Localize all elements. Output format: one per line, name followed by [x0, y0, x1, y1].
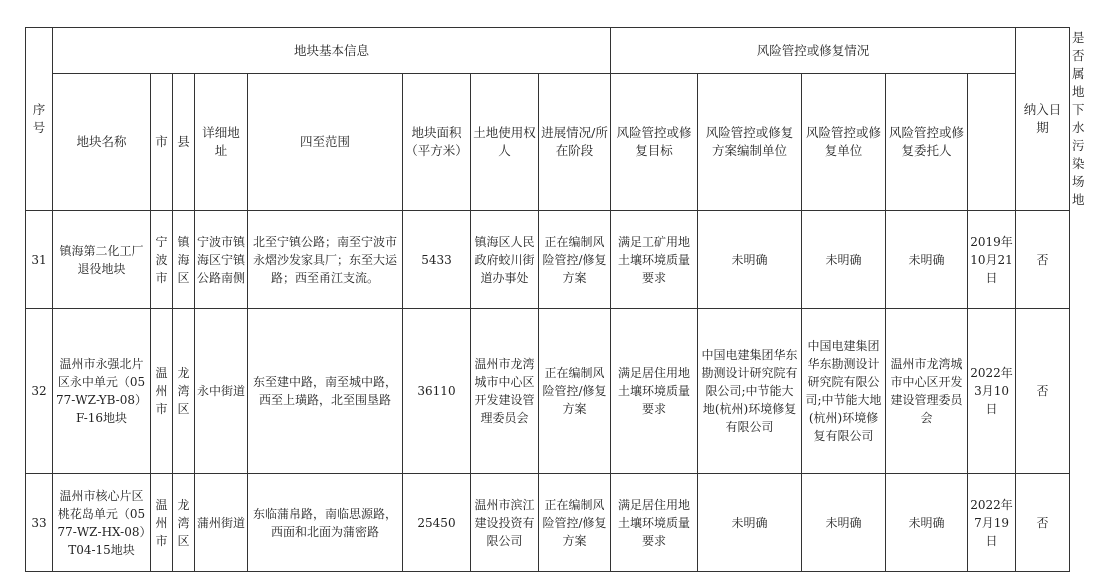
- cell-date: 2022年3月10日: [968, 309, 1016, 474]
- cell-progress: 正在编制风险管控/修复方案: [539, 211, 611, 309]
- cell-address: 宁波市镇海区宁镇公路南侧: [195, 211, 248, 309]
- cell-name: 温州市核心片区桃花岛单元（0577-WZ-HX-08）T04-15地块: [53, 474, 151, 572]
- cell-city: 温州市: [151, 309, 173, 474]
- cell-exec-unit: 未明确: [802, 474, 886, 572]
- cell-area: 5433: [403, 211, 471, 309]
- cell-exec-unit: 未明确: [802, 211, 886, 309]
- cell-plan-unit: 未明确: [698, 474, 802, 572]
- col-owner-header: 土地使用权人: [471, 74, 539, 211]
- cell-county: 龙湾区: [173, 474, 195, 572]
- cell-target: 满足工矿用地土壤环境质量要求: [611, 211, 698, 309]
- cell-client: 温州市龙湾城市中心区开发建设管理委员会: [886, 309, 968, 474]
- col-county-header: 县: [173, 74, 195, 211]
- col-target-header: 风险管控或修复目标: [611, 74, 698, 211]
- col-area-header: 地块面积（平方米）: [403, 74, 471, 211]
- table-row: [26, 474, 1070, 572]
- cell-progress: 正在编制风险管控/修复方案: [539, 474, 611, 572]
- cell-address: 蒲州街道: [195, 474, 248, 572]
- header-row-group: 序号 地块基本信息 风险管控或修复情况 纳入日期 是否属地下水污染场地: [26, 28, 1070, 74]
- cell-groundwater: 否: [1016, 211, 1070, 309]
- col-seq-header: 序号: [26, 28, 53, 211]
- cell-name: 温州市永强北片区永中单元（0577-WZ-YB-08）F-16地块: [53, 309, 151, 474]
- cell-groundwater: 否: [1016, 309, 1070, 474]
- cell-owner: 温州市滨江建设投资有限公司: [471, 474, 539, 572]
- remediation-table: [25, 27, 1085, 572]
- cell-groundwater: 否: [1016, 474, 1070, 572]
- col-client-header: 风险管控或修复委托人: [886, 74, 968, 211]
- table-row: [26, 211, 1070, 309]
- cell-area: 25450: [403, 474, 471, 572]
- cell-county: 龙湾区: [173, 309, 195, 474]
- cell-plan-unit: 中国电建集团华东勘测设计研究院有限公司;中节能大地(杭州)环境修复有限公司: [698, 309, 802, 474]
- col-progress-header: 进展情况/所在阶段: [539, 74, 611, 211]
- cell-date: 2022年7月19日: [968, 474, 1016, 572]
- cell-exec-unit: 中国电建集团华东勘测设计研究院有限公司;中节能大地(杭州)环境修复有限公司: [802, 309, 886, 474]
- cell-owner: 镇海区人民政府蛟川街道办事处: [471, 211, 539, 309]
- cell-owner: 温州市龙湾城市中心区开发建设管理委员会: [471, 309, 539, 474]
- col-address-header: 详细地址: [195, 74, 248, 211]
- cell-county: 镇海区: [173, 211, 195, 309]
- col-plan-unit-header: 风险管控或修复方案编制单位: [698, 74, 802, 211]
- cell-client: 未明确: [886, 211, 968, 309]
- cell-date: 2019年10月21日: [968, 211, 1016, 309]
- col-name-header: 地块名称: [53, 74, 151, 211]
- cell-boundary: 东至建中路，南至城中路，西至上璜路，北至围垦路: [248, 309, 403, 474]
- cell-city: 宁波市: [151, 211, 173, 309]
- cell-client: 未明确: [886, 474, 968, 572]
- col-exec-unit-header: 风险管控或修复单位: [802, 74, 886, 211]
- cell-plan-unit: 未明确: [698, 211, 802, 309]
- cell-boundary: 北至宁镇公路；南至宁波市永熠沙发家具厂；东至大运路；西至甬江支流。: [248, 211, 403, 309]
- cell-seq: 33: [26, 474, 53, 572]
- group-basic-header: 地块基本信息: [53, 28, 611, 74]
- group-risk-header: 风险管控或修复情况: [611, 28, 1016, 74]
- col-date-header: 纳入日期: [1016, 28, 1070, 211]
- cell-progress: 正在编制风险管控/修复方案: [539, 309, 611, 474]
- cell-seq: 31: [26, 211, 53, 309]
- col-city-header: 市: [151, 74, 173, 211]
- cell-boundary: 东临蒲帛路，南临思源路，西面和北面为蒲密路: [248, 474, 403, 572]
- cell-area: 36110: [403, 309, 471, 474]
- table-row: [26, 309, 1070, 474]
- cell-seq: 32: [26, 309, 53, 474]
- cell-target: 满足居住用地土壤环境质量要求: [611, 309, 698, 474]
- cell-target: 满足居住用地土壤环境质量要求: [611, 474, 698, 572]
- cell-city: 温州市: [151, 474, 173, 572]
- cell-name: 镇海第二化工厂退役地块: [53, 211, 151, 309]
- col-boundary-header: 四至范围: [248, 74, 403, 211]
- cell-address: 永中街道: [195, 309, 248, 474]
- header-row-columns: [26, 74, 1070, 211]
